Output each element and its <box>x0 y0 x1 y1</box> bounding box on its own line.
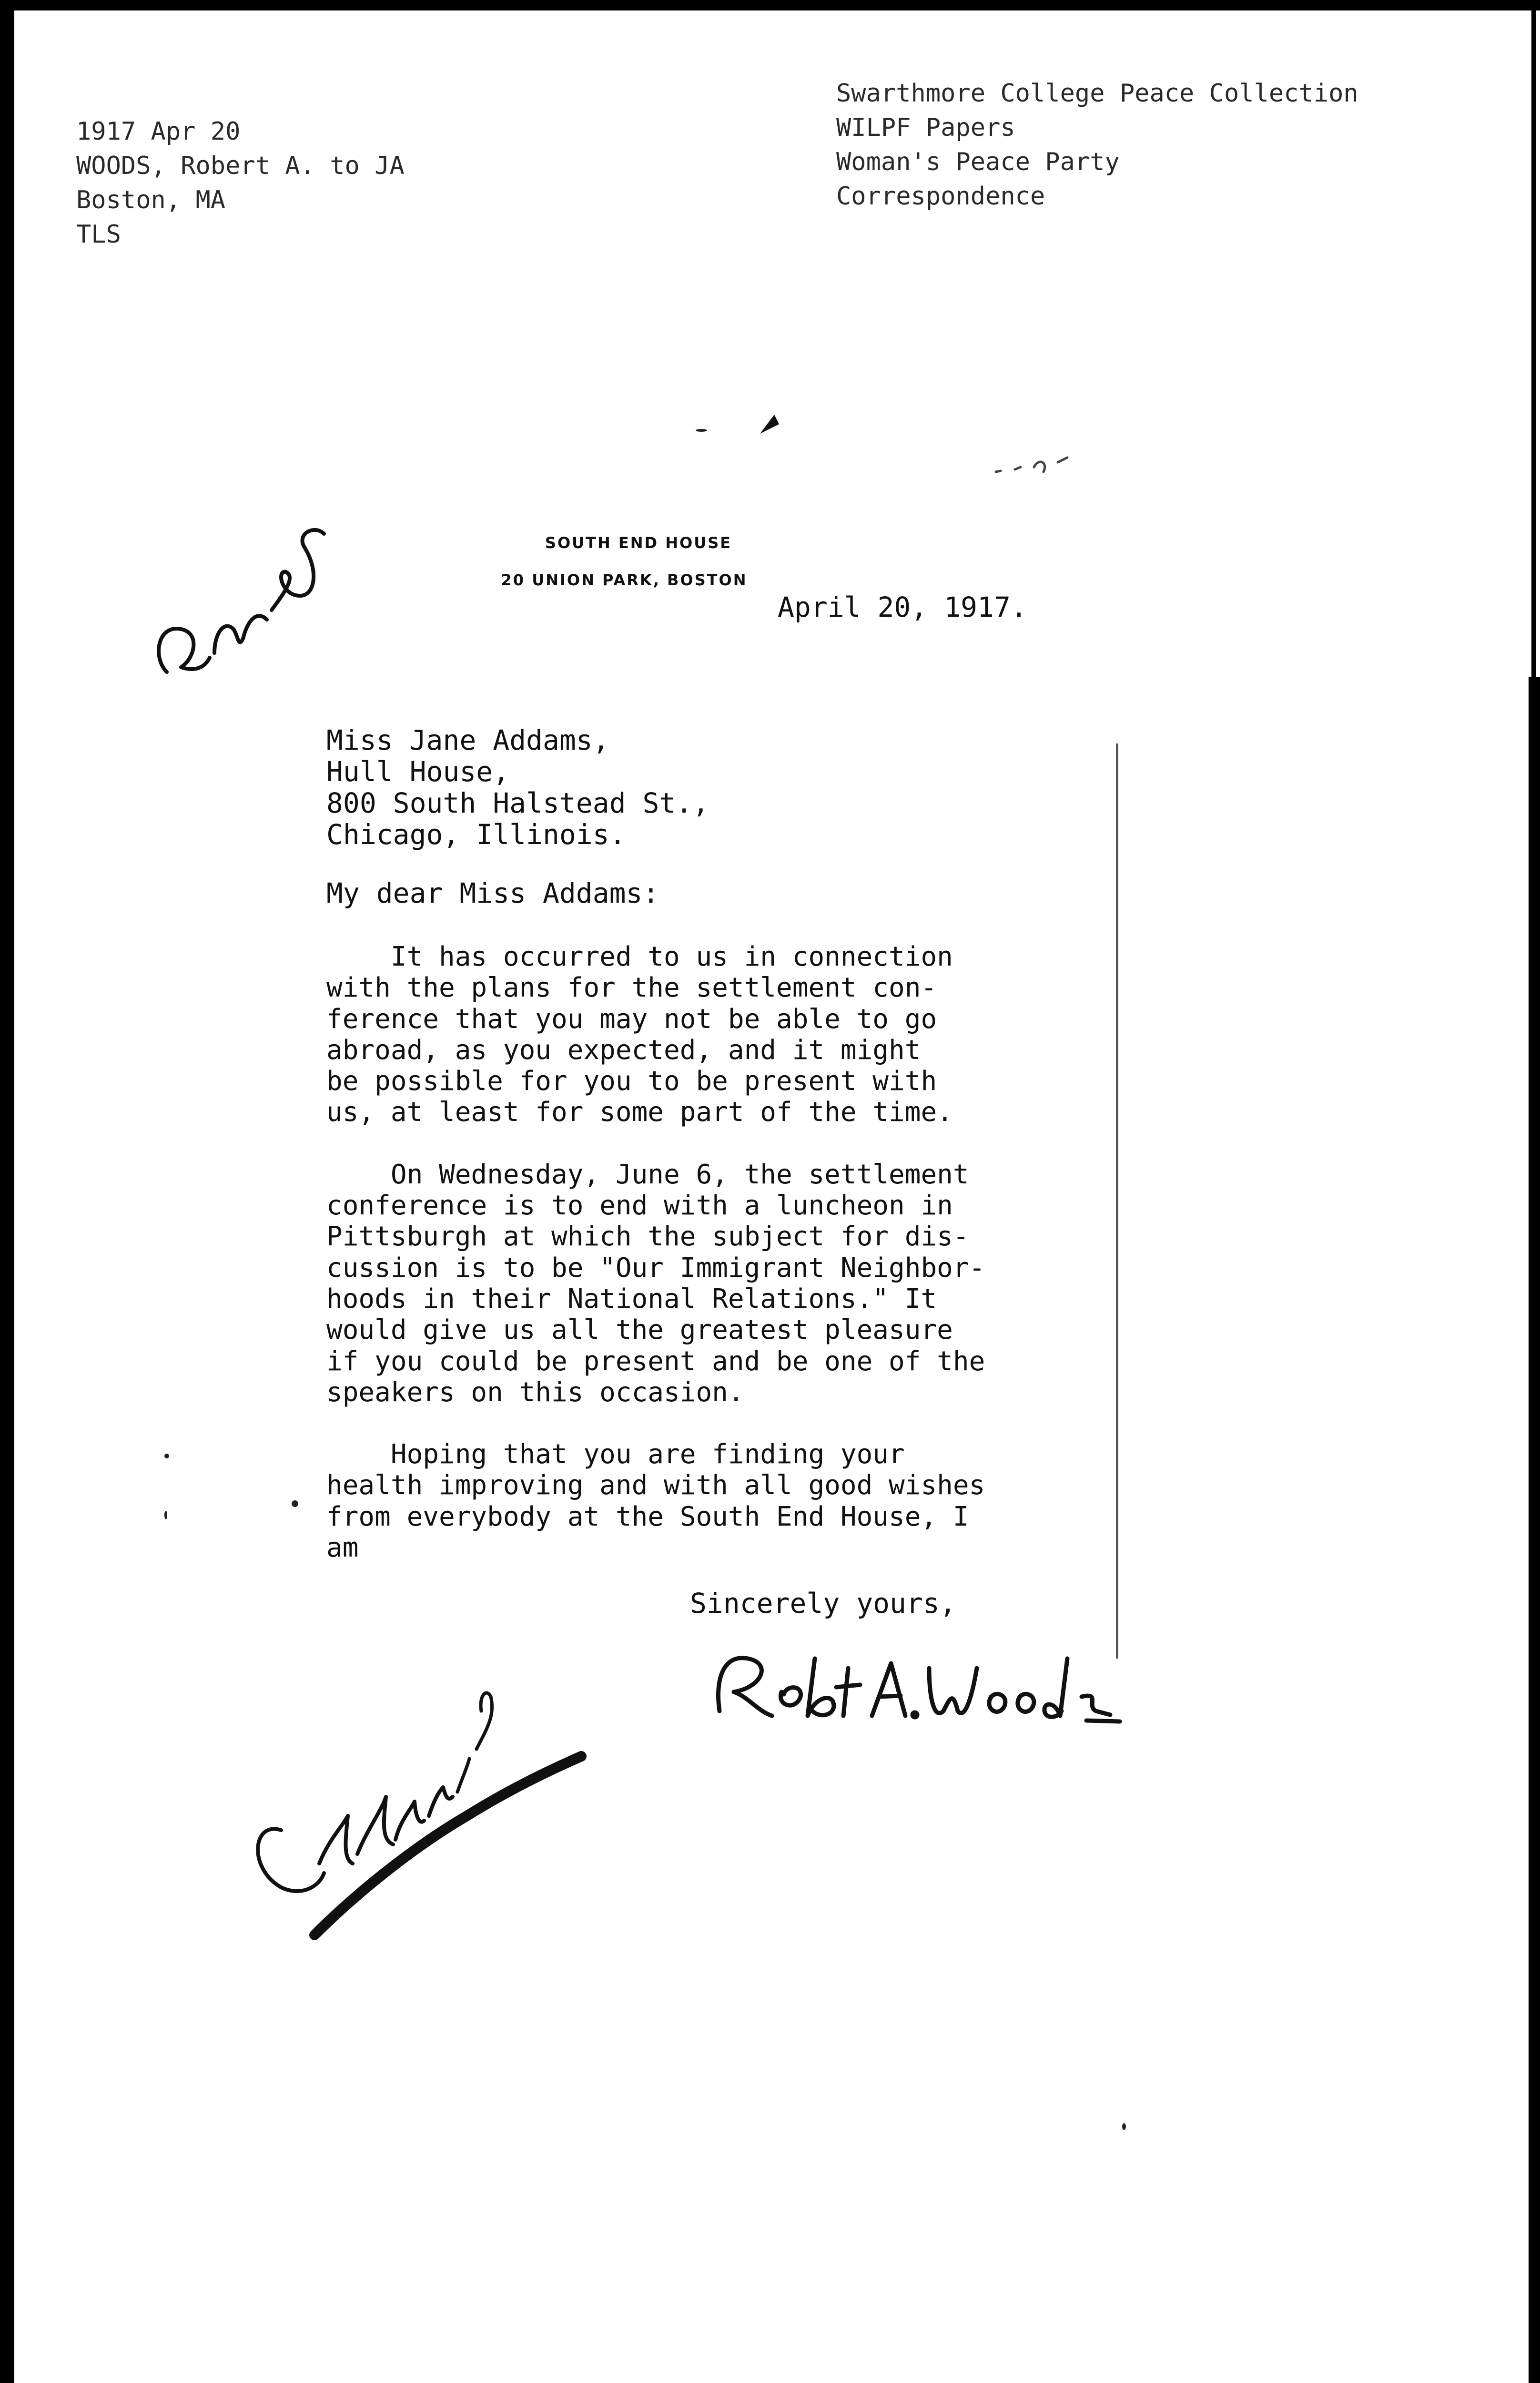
body-line: abroad, as you expected, and it might <box>326 1034 921 1066</box>
scan-speck <box>292 1500 298 1507</box>
body-line: health improving and with all good wishes <box>326 1470 985 1501</box>
paragraph <box>326 1159 1113 1408</box>
body-line: would give us all the greatest pleasure <box>326 1314 953 1346</box>
scan-speck <box>1122 2123 1126 2130</box>
body-line: cussion is to be "Our Immigrant Neighbor- <box>326 1252 985 1283</box>
scan-speck <box>164 1511 167 1519</box>
body-line: Pittsburgh at which the subject for dis- <box>326 1221 969 1253</box>
letterhead-address: 20 UNION PARK, BOSTON <box>501 571 748 589</box>
closing: Sincerely yours, <box>690 1587 956 1619</box>
archive-line: Correspondence <box>836 182 1045 211</box>
body-line: speakers on this occasion. <box>326 1376 744 1408</box>
letter-body <box>326 941 1113 1594</box>
salutation: My dear Miss Addams: <box>326 877 659 909</box>
body-line: On Wednesday, June 6, the settlement <box>326 1159 969 1190</box>
archive-label-right <box>836 76 1456 214</box>
body-line: conference is to end with a luncheon in <box>326 1190 953 1222</box>
paragraph <box>326 1439 1113 1563</box>
scan-speck <box>696 429 707 432</box>
body-line: Hoping that you are finding your <box>326 1439 905 1470</box>
body-line: ference that you may not be able to go <box>326 1003 937 1035</box>
recipient-address <box>326 724 1136 850</box>
scan-border-left <box>0 0 14 2383</box>
archive-line: WILPF Papers <box>836 113 1015 142</box>
address-line: Miss Jane Addams, <box>326 724 609 756</box>
archive-line: WOODS, Robert A. to JA <box>76 152 405 180</box>
archive-line: Woman's Peace Party <box>836 148 1120 176</box>
archive-line: Swarthmore College Peace Collection <box>836 79 1358 108</box>
body-line: us, at least for some part of the time. <box>326 1097 953 1128</box>
letterhead-name: SOUTH END HOUSE <box>545 534 732 552</box>
archive-line: Boston, MA <box>76 186 226 214</box>
body-line: be possible for you to be present with <box>326 1066 937 1097</box>
letterhead <box>476 534 772 589</box>
scan-artifact <box>991 448 1077 486</box>
address-line: Hull House, <box>326 755 510 788</box>
address-line: Chicago, Illinois. <box>326 818 626 851</box>
address-line: 800 South Halstead St., <box>326 787 709 819</box>
scan-border-top <box>0 0 1540 10</box>
signature <box>705 1640 1125 1735</box>
handwritten-margin-note <box>143 515 343 715</box>
body-line: with the plans for the settlement con- <box>326 972 937 1004</box>
archive-line: TLS <box>76 220 121 249</box>
scan-border-right <box>1529 677 1540 2383</box>
scan-border-right-upper <box>1531 0 1536 677</box>
archive-line: 1917 Apr 20 <box>76 117 241 146</box>
body-line: if you could be present and be one of the <box>326 1345 985 1377</box>
archive-label-left <box>76 114 505 252</box>
body-line: am <box>326 1532 359 1564</box>
paragraph <box>326 941 1113 1128</box>
scan-artifact <box>758 410 781 438</box>
body-line: from everybody at the South End House, I <box>326 1501 969 1532</box>
letter-date: April 20, 1917. <box>778 591 1027 623</box>
handwritten-addams-note <box>229 1659 610 1954</box>
body-line: hoods in their National Relations." It <box>326 1283 937 1314</box>
scan-speck <box>164 1454 169 1458</box>
body-line: It has occurred to us in connection <box>326 941 953 972</box>
right-margin-rule <box>1116 743 1118 1659</box>
